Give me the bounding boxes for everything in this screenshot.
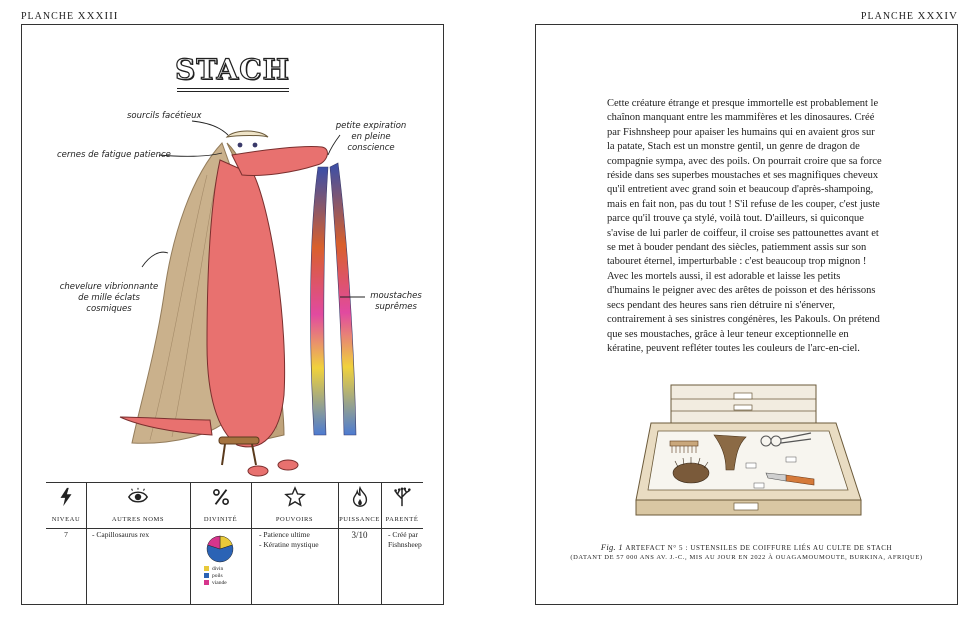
divinite-pie-chart: [190, 534, 251, 564]
figure-title: ARTEFACT N° 5 : USTENSILES DE COIFFURE LIÉS AU CULTE DE STACH: [625, 544, 893, 552]
figure-caption: [536, 542, 957, 561]
col-autres-noms: AUTRES NOMS: [86, 482, 190, 528]
puissance-value: 3/10: [351, 530, 368, 540]
body-paragraph: Cette créature étrange et presque immortelle est probablement le chaînon manquant entre les mammifères et les dinosaures. Créé par Fishnsheep pour apaiser les humains qui en avaient gros sur la patate, Stach est un monstre gentil, un genre de dragon de compagnie sympa, avec des poils. On pourrait croire que sa force réside dans ses superbes moustaches et ses magnifiques cheveux qu'il entretient avec grand soin et beaucoup d'après-shampoing, mais en fait non, pas du tout ! S'il refuse de les couper, c'est juste parce qu'il trouve ça stylé, voilà tout. D'ailleurs, si quiconque s'avise de lui parler de coiffeur, il croise ses pattounettes avant et se met à bouder pendant des siècles, patiemment assis sur son tabouret éternel, imperturbable : c'est beaucoup trop mignon ! Avec les mortels aussi, il est adorable et laisse les petits d'humains le peigner avec des arêtes de poisson et des hérissons secs pendant des heures sans rien détruire ni s'énerver, contrairement à ses sinistres congénères, les Pakouls. On prétend que ses moustaches, grâce à leur teneur exceptionnelle en kératine, peuvent refléter toutes les couleurs de l'arc-en-ciel.: [607, 98, 882, 354]
creature-title: STACH: [175, 53, 290, 86]
stats-table: [46, 482, 423, 604]
pouvoirs-list: [259, 530, 337, 550]
plate-label-left: PLANCHE XXXIII: [21, 10, 119, 22]
moustache-right: [330, 163, 356, 435]
flame-icon: [349, 486, 371, 508]
pie-legend-item: viande: [204, 580, 251, 587]
pie-legend-item: poils: [204, 573, 251, 580]
annotation-brows: sourcils facétieux: [127, 111, 202, 121]
annotation-hair: chevelure vibrionnante de mille éclats cosmiques: [59, 282, 159, 314]
niveau-value: 7: [64, 530, 68, 539]
percent-icon: [210, 486, 232, 508]
col-parente: PARENTÉ: [381, 482, 423, 528]
annotation-moustache: moustaches suprêmes: [370, 291, 422, 312]
left-page: [21, 24, 444, 605]
pouvoir-item: - Patience ultime: [259, 530, 310, 539]
creature-snout: [232, 147, 327, 176]
artefact-drawer-illustration: [626, 375, 866, 525]
pouvoir-item: - Kératine mystique: [259, 540, 319, 549]
col-pouvoirs: POUVOIRS: [251, 482, 338, 528]
annotation-eyes: cernes de fatigue patience: [57, 150, 171, 160]
col-niveau: NIVEAU: [46, 482, 86, 528]
lightning-icon: [55, 486, 77, 508]
annotation-breath: petite expiration en pleine conscience: [335, 121, 407, 153]
moustache-left: [311, 167, 328, 435]
stool-seat: [219, 437, 259, 444]
col-divinite: DIVINITÉ: [190, 482, 251, 528]
pie-legend: [204, 566, 251, 587]
tree-icon: [391, 486, 413, 508]
creature-body: [207, 160, 285, 447]
divinite-cell: [190, 534, 251, 587]
brows: [227, 131, 268, 137]
pie-legend-item: divin: [204, 566, 251, 573]
col-puissance: PUISSANCE: [338, 482, 381, 528]
star-icon: [284, 486, 306, 508]
plate-label-right: PLANCHE XXXIV: [860, 10, 958, 22]
parente-value: - Créé par Fishnsheep: [388, 530, 422, 549]
eye-icon: [127, 486, 149, 508]
stach-illustration: [22, 25, 445, 495]
figure-subtitle: (DATANT DE 57 000 ANS AV. J.-C., MIS AU JOUR EN 2022 À OUAGAMOUMOUTE, BURKINA, AFRIQUE): [570, 554, 923, 561]
figure-number: Fig. 1: [600, 542, 623, 552]
right-page: [535, 24, 958, 605]
autres-noms-value: - Capillosaurus rex: [92, 530, 150, 539]
